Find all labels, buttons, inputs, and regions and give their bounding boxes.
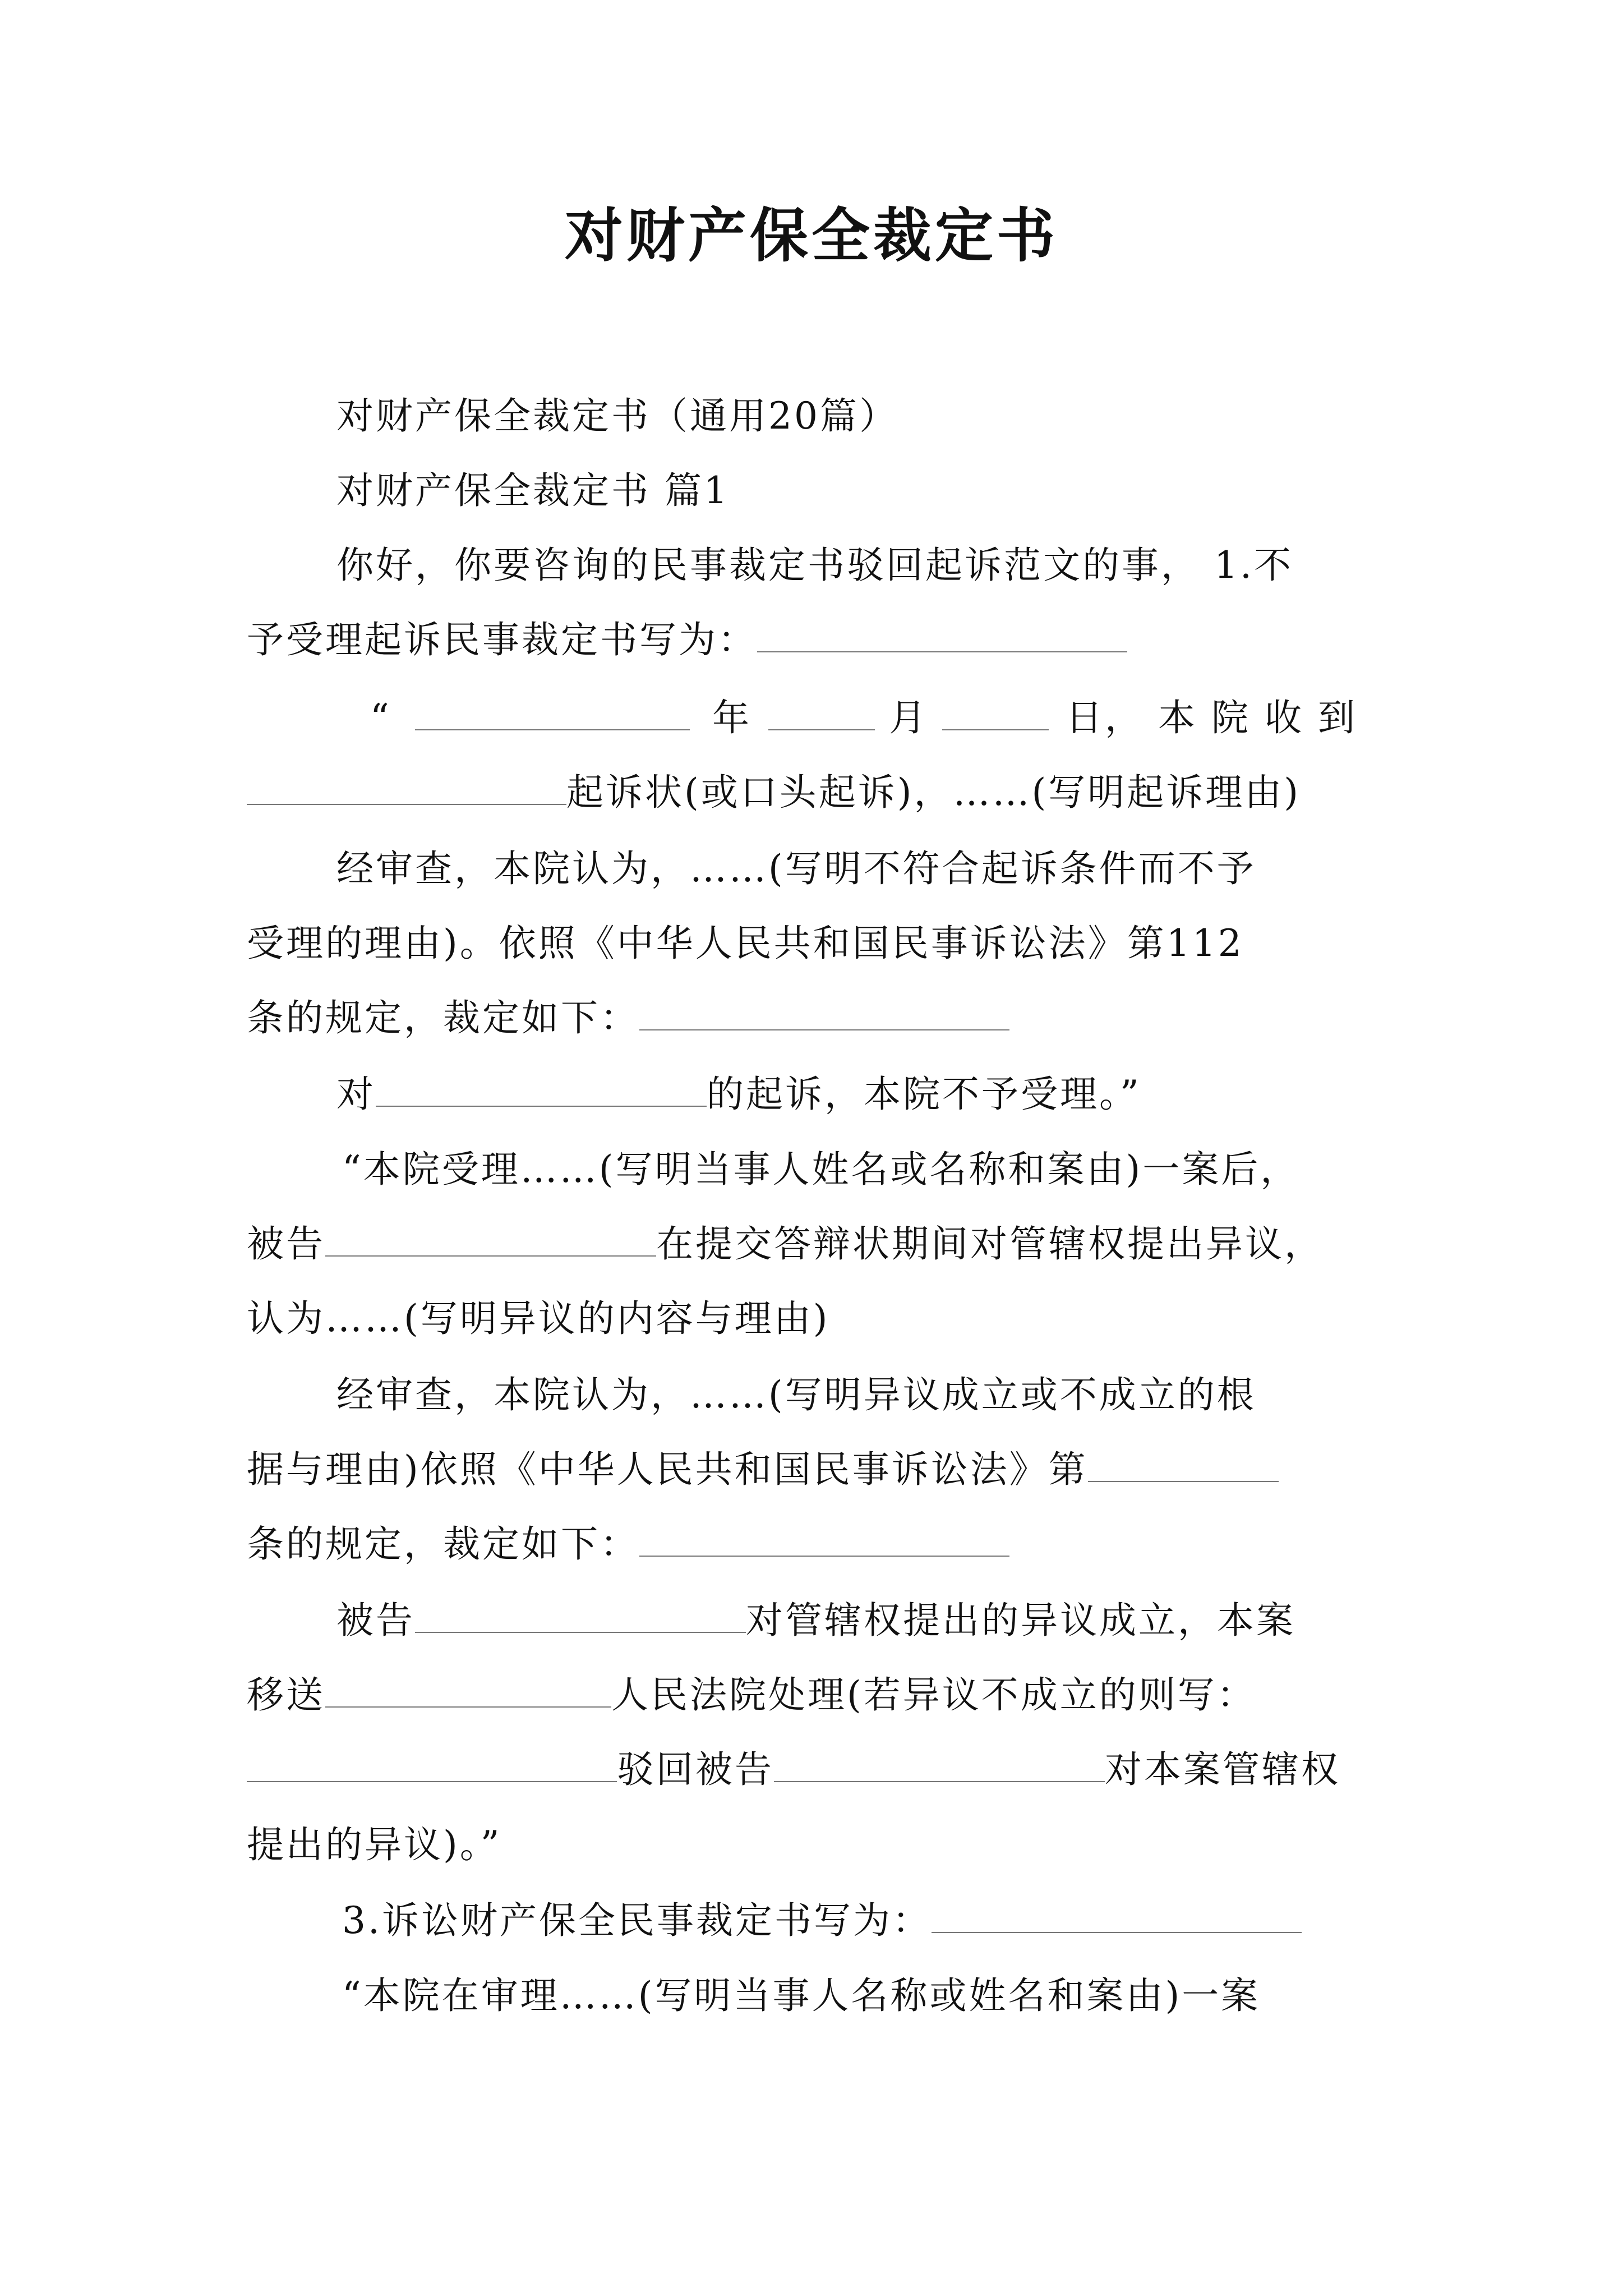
fill-in-blank xyxy=(415,694,690,730)
text-line xyxy=(247,1444,1279,1495)
fill-in-blank xyxy=(942,694,1049,730)
paragraph-text: 认为……(写明异议的内容与理由) xyxy=(247,1297,830,1340)
text-line xyxy=(247,767,1301,818)
fill-in-blank xyxy=(932,1897,1302,1933)
paragraph-text: 被告 xyxy=(336,1599,415,1642)
text-line xyxy=(1066,693,1357,743)
paragraph-text: 对管辖权提出的异议成立，本案 xyxy=(746,1599,1295,1642)
paragraph-text: 受理的理由)。依照《中华人民共和国民事诉讼法》第112 xyxy=(247,922,1244,965)
paragraph-text: 经审查，本院认为，……(写明不符合起诉条件而不予 xyxy=(336,847,1256,890)
section-heading: 对财产保全裁定书 篇1 xyxy=(336,469,730,512)
text-line xyxy=(336,391,898,441)
paragraph-text: 人民法院处理(若异议不成立的则写： xyxy=(611,1673,1256,1717)
text-line xyxy=(768,693,875,743)
paragraph-text: 驳回被告 xyxy=(617,1748,774,1791)
paragraph-text: 予受理起诉民事裁定书写为： xyxy=(247,618,757,661)
text-line xyxy=(370,693,391,743)
fill-in-blank xyxy=(376,1071,707,1107)
text-line xyxy=(336,1069,1141,1120)
fill-in-blank xyxy=(774,1746,1105,1782)
fill-in-blank xyxy=(247,769,566,805)
text-line xyxy=(342,1895,1302,1946)
text-line xyxy=(336,1595,1295,1646)
paragraph-text: 移送 xyxy=(247,1673,325,1717)
text-line xyxy=(247,1294,830,1344)
fill-in-blank xyxy=(247,1746,617,1782)
paragraph-text: “本院在审理……(写明当事人名称或姓名和案由)一案 xyxy=(342,1974,1261,2017)
fill-in-blank xyxy=(1088,1446,1279,1482)
text-line xyxy=(889,693,928,743)
paragraph-text: 的起诉，本院不予受理。” xyxy=(707,1073,1141,1116)
text-line xyxy=(342,1971,1260,2021)
paragraph-text: 条的规定，裁定如下： xyxy=(247,1522,639,1566)
text-line xyxy=(415,693,690,743)
paragraph-text: 3.诉讼财产保全民事裁定书写为： xyxy=(342,1899,932,1942)
text-line xyxy=(247,1745,1340,1795)
fill-in-blank xyxy=(415,1597,746,1633)
text-line xyxy=(247,1670,1256,1720)
paragraph-text: 你好，你要咨询的民事裁定书驳回起诉范文的事， 1.不 xyxy=(336,544,1293,587)
text-line xyxy=(942,693,1049,743)
fill-in-blank xyxy=(325,1672,611,1708)
text-line xyxy=(336,1370,1256,1420)
text-line xyxy=(342,1144,1299,1195)
text-line xyxy=(336,540,1293,591)
paragraph-text: 经审查，本院认为，……(写明异议成立或不成立的根 xyxy=(336,1373,1256,1416)
text-line xyxy=(247,1820,502,1870)
text-line xyxy=(247,615,1127,665)
quote-mark: “ xyxy=(370,696,391,739)
paragraph-text: “本院受理……(写明当事人姓名或名称和案由)一案后， xyxy=(342,1148,1300,1191)
text-line xyxy=(247,1519,1009,1570)
text-line xyxy=(247,993,1009,1043)
paragraph-text: 条的规定，裁定如下： xyxy=(247,996,639,1039)
text-line xyxy=(336,844,1256,894)
paragraph-text: 对 xyxy=(336,1073,376,1116)
paragraph-text: 据与理由)依照《中华人民共和国民事诉讼法》第 xyxy=(247,1448,1088,1491)
text-line xyxy=(712,693,751,743)
paragraph-text: 在提交答辩状期间对管辖权提出异议， xyxy=(656,1222,1324,1266)
subtitle: 对财产保全裁定书（通用20篇） xyxy=(336,394,898,438)
fill-in-blank xyxy=(639,1521,1009,1557)
document-title: 对财产保全裁定书 xyxy=(564,201,1058,270)
paragraph-text: 对本案管辖权 xyxy=(1105,1748,1340,1791)
fill-in-blank xyxy=(757,616,1127,652)
paragraph-text: 日， 本 院 收 到 xyxy=(1066,696,1357,739)
paragraph-text: 起诉状(或口头起诉)，……(写明起诉理由) xyxy=(566,771,1301,814)
text-line xyxy=(247,1219,1324,1269)
text-line xyxy=(247,918,1244,969)
paragraph-text: 月 xyxy=(889,696,928,739)
text-line xyxy=(336,466,730,516)
paragraph-text: 提出的异议)。” xyxy=(247,1823,502,1866)
fill-in-blank xyxy=(325,1221,656,1257)
paragraph-text: 年 xyxy=(712,696,751,739)
fill-in-blank xyxy=(639,995,1009,1030)
fill-in-blank xyxy=(768,694,875,730)
paragraph-text: 被告 xyxy=(247,1222,325,1266)
